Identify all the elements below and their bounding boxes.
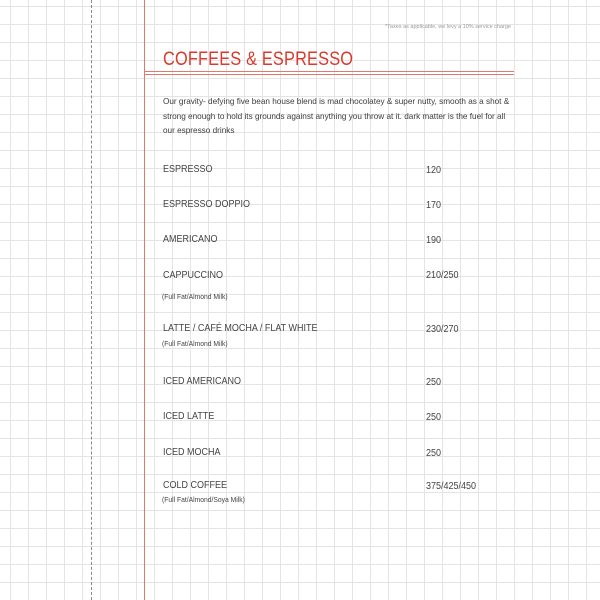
menu-item-note: (Full Fat/Almond/Soya Milk)	[162, 495, 245, 504]
menu-item-name: COLD COFFEE	[163, 480, 228, 491]
menu-item-price: 250	[426, 448, 442, 459]
menu-item-price: 190	[426, 235, 442, 246]
menu-item-note: (Full Fat/Almond Milk)	[162, 339, 228, 348]
menu-item-price: 250	[426, 377, 442, 388]
menu-item-price: 250	[426, 412, 442, 423]
title-underline-top	[144, 71, 514, 72]
menu-item-price: 375/425/450	[426, 481, 477, 492]
dashed-margin-line	[91, 0, 92, 600]
section-title: COFFEES & ESPRESSO	[163, 49, 354, 70]
menu-item-note: (Full Fat/Almond Milk)	[162, 292, 228, 301]
menu-item-price: 120	[426, 165, 442, 176]
menu-item-name: AMERICANO	[163, 234, 218, 245]
menu-item-name: ICED MOCHA	[163, 447, 221, 458]
title-underline-bottom	[144, 74, 514, 75]
menu-item-price: 170	[426, 200, 442, 211]
menu-item-price: 210/250	[426, 270, 459, 281]
menu-item-name: ESPRESSO DOPPIO	[163, 199, 251, 210]
menu-item-name: ICED LATTE	[163, 411, 215, 422]
menu-item-name: ESPRESSO	[163, 164, 213, 175]
tax-notice: *Taxes as applicable, we levy a 10% service charge	[385, 24, 511, 30]
menu-item-name: CAPPUCCINO	[163, 270, 224, 281]
menu-item-name: ICED AMERICANO	[163, 376, 242, 387]
section-description: Our gravity- defying five bean house blend is mad chocolatey & super nutty, smooth as a shot & strong enough to hold its grounds against anything you throw at it. dark matter is the fuel for all our espresso drinks	[163, 97, 510, 135]
red-margin-line	[144, 0, 145, 600]
menu-item-price: 230/270	[426, 324, 459, 335]
menu-item-name: LATTE / CAFÉ MOCHA / FLAT WHITE	[163, 323, 318, 334]
